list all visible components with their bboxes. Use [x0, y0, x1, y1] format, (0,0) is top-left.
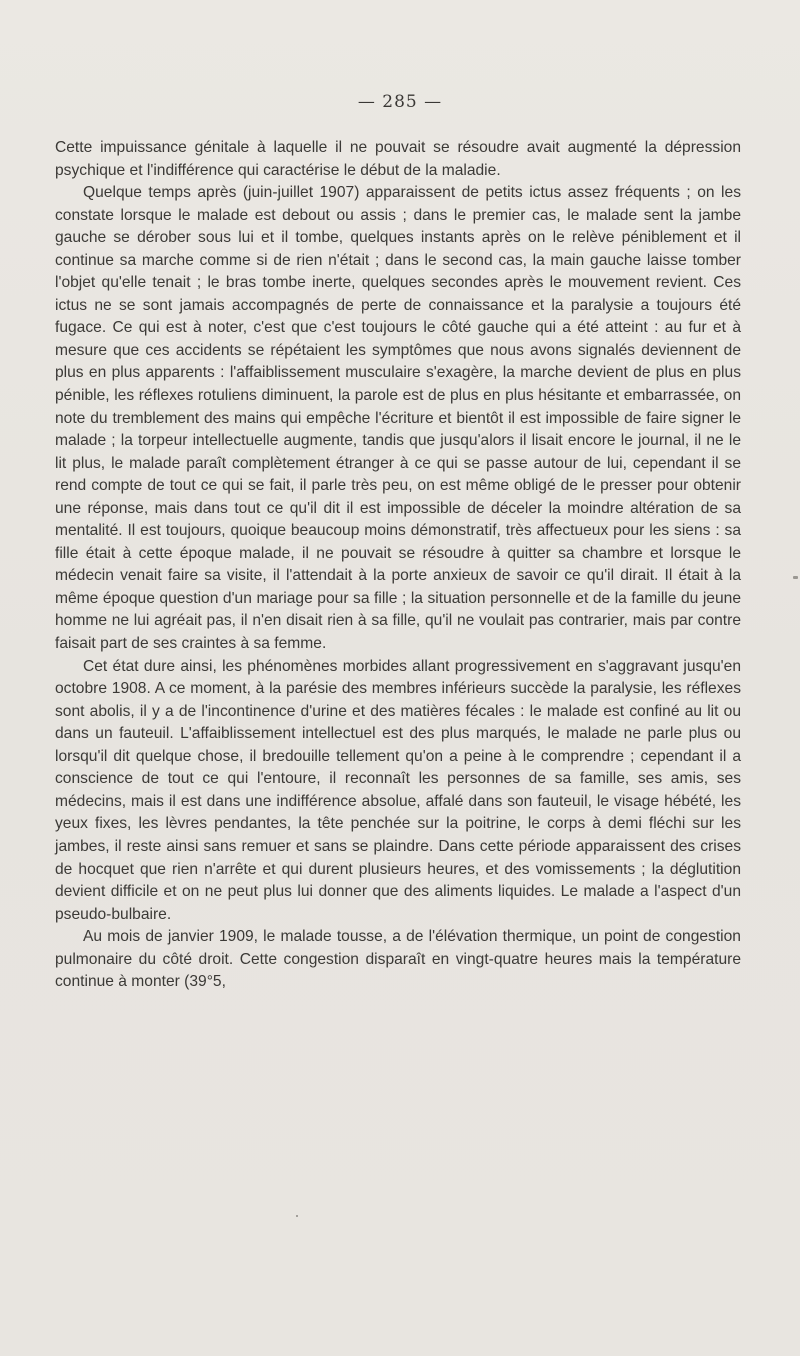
- scan-speck: [296, 1215, 298, 1217]
- paragraph-1: Cette impuissance génitale à laquelle il ne pouvait se résoudre avait augmenté la dépression psychique et l'indifférence qui caractérise le début de la maladie.: [55, 139, 741, 179]
- paragraph-3: Cet état dure ainsi, les phénomènes morbides allant progressivement en s'aggravant jusqu'en octobre 1908. A ce moment, à la parésie des membres inférieurs succède la paralysie, les réflexes sont abolis, il y a de l'incontinence d'urine et des matières fécales : le malade est confiné au lit ou dans un fauteuil. L'affaiblissement intellectuel est des plus marqués, le malade ne parle plus ou lorsqu'il dit quelque chose, il bredouille tellement qu'on a peine à le comprendre ; cependant il a conscience de tout ce qui l'entoure, il reconnaît les personnes de sa famille, ses amis, ses médecins, mais il est dans une indifférence absolue, affalé dans son fauteuil, le visage hébété, les yeux fixes, les lèvres pendantes, la tête penchée sur la poitrine, le corps à demi fléchi sur les jambes, il reste ainsi sans remuer et sans se plaindre. Dans cette période apparaissent des crises de hocquet que rien n'arrête et qui durent plusieurs heures, et des vomissements ; la déglutition devient difficile et on ne peut plus lui donner que des aliments liquides. Le malade a l'aspect d'un pseudo-bulbaire.: [55, 657, 741, 923]
- body-text: [55, 137, 741, 994]
- paragraph-2: Quelque temps après (juin-juillet 1907) apparaissent de petits ictus assez fréquents ; on les constate lorsque le malade est debout ou assis ; dans le premier cas, le malade sent la jambe gauche se dérober sous lui et il tombe, quelques instants après on le relève péniblement et il continue sa marche comme si de rien n'était ; dans le second cas, la main gauche laisse tomber l'objet qu'elle tenait ; le bras tombe inerte, quelques secondes après le mouvement revient. Ces ictus ne se sont jamais accompagnés de perte de connaissance et la paralysie a toujours été fugace. Ce qui est à noter, c'est que c'est toujours le côté gauche qui a été atteint : au fur et à mesure que ces accidents se répétaient les symptômes que nous avons signalés deviennent de plus en plus apparents : l'affaiblissement musculaire s'exagère, la marche devient de plus en plus pénible, les réflexes rotuliens diminuent, la parole est de plus en plus hésitante et embarrassée, on note du tremblement des mains qui empêche l'écriture et bientôt il est impossible de faire signer le malade ; la torpeur intellectuelle augmente, tandis que jusqu'alors il lisait encore le journal, il ne le lit plus, le malade paraît complètement étranger à ce qui se passe autour de lui, cependant il se rend compte de tout ce qui se fait, il parle très peu, on est même obligé de le presser pour obtenir une réponse, mais dans tout ce qu'il dit il est impossible de déceler la moindre altération de sa mentalité. Il est toujours, quoique beaucoup moins démonstratif, très affectueux pour les siens : sa fille était à cette époque malade, il ne pouvait se résoudre à quitter sa chambre et lorsque le médecin venait faire sa visite, il l'attendait à la porte anxieux de savoir ce qu'il dirait. Il était à la même époque question d'un mariage pour sa fille ; la situation personnelle et de la famille du jeune homme ne lui agréait pas, il n'en disait rien à sa fille, qu'il ne voulait pas contrarier, mais par contre faisait part de ses craintes à sa femme.: [55, 184, 741, 653]
- page-number: — 285 —: [357, 92, 443, 112]
- paragraph-4: Au mois de janvier 1909, le malade tousse, a de l'élévation thermique, un point de congestion pulmonaire du côté droit. Cette congestion disparaît en vingt-quatre heures mais la température continue à monter (39°5,: [55, 928, 741, 991]
- page-edge-mark: [793, 576, 798, 579]
